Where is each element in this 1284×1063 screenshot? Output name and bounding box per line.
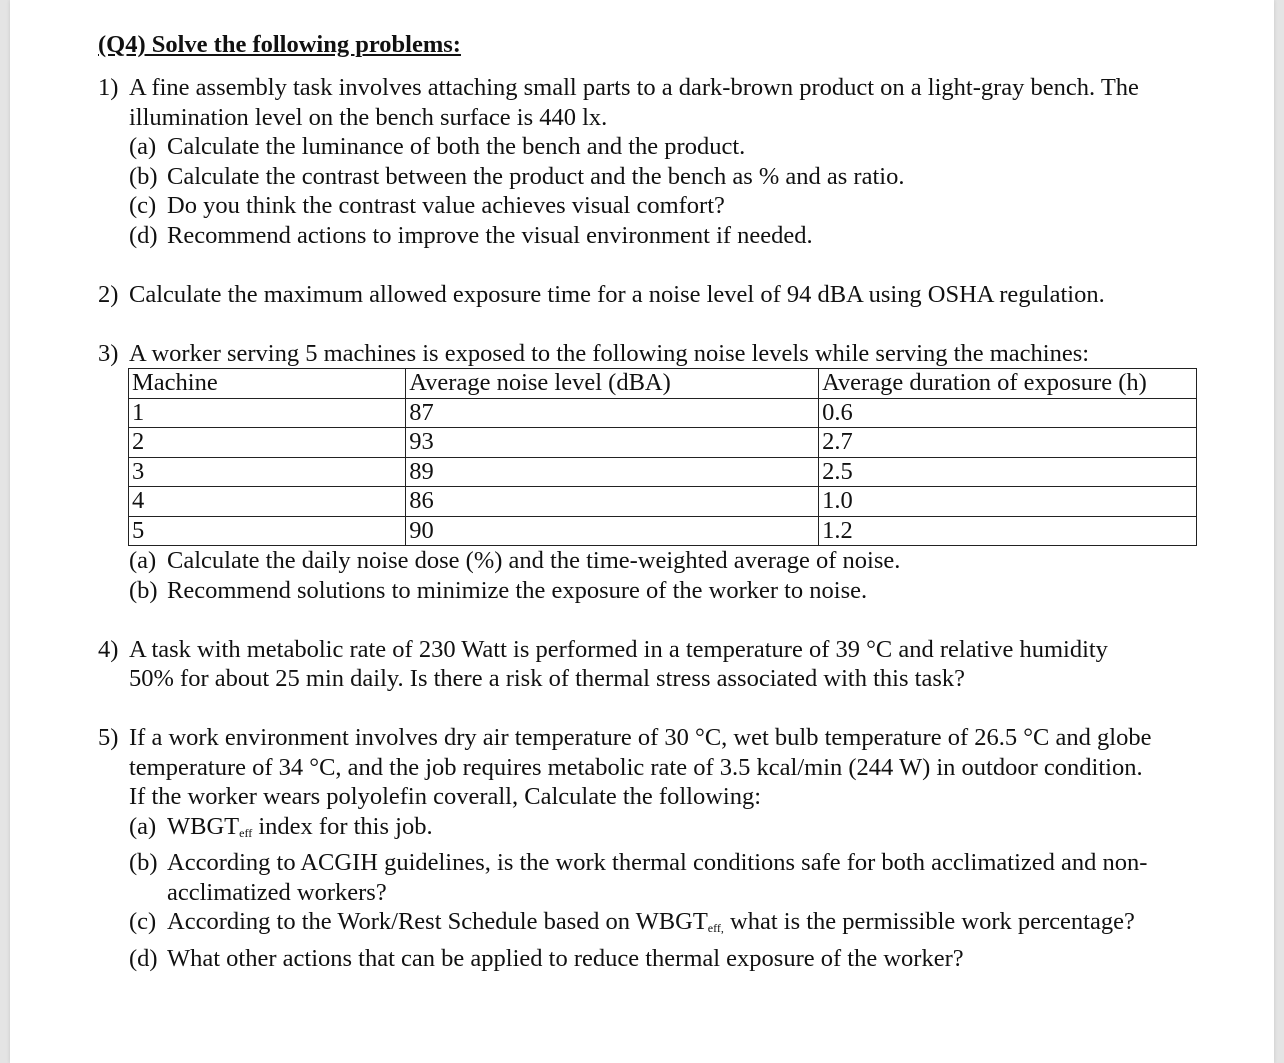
subquestion-a: (a) Calculate the daily noise dose (%) and the time-weighted average of noise.: [129, 547, 901, 574]
question-3: [98, 339, 1228, 369]
table-row: [129, 428, 1197, 458]
subscript: eff: [239, 825, 253, 840]
table-header-row: [129, 369, 1197, 399]
subquestion-c: (c) Do you think the contrast value achieves visual comfort?: [129, 192, 725, 219]
question-number: 5): [98, 724, 119, 751]
subquestion-b: (b) Calculate the contrast between the product and the bench as % and as ratio.: [129, 162, 905, 190]
question-text: A fine assembly task involves attaching small parts to a dark-brown product on a light-gray bench. The: [129, 74, 1139, 101]
question-3-subparts: [98, 546, 1228, 605]
column-header: Average noise level (dBA): [406, 369, 819, 399]
table-cell: 86: [406, 487, 819, 517]
question-5: [98, 723, 1228, 973]
question-text: illumination level on the bench surface is 440 lx.: [129, 103, 608, 131]
question-4: [98, 635, 1228, 694]
subquestion-a: (a) Calculate the luminance of both the bench and the product.: [129, 133, 746, 160]
question-1: [98, 73, 1228, 250]
column-header: Machine: [129, 369, 406, 399]
question-number: 4): [98, 635, 119, 663]
table-cell: 1.0: [819, 487, 1197, 517]
question-text: If a work environment involves dry air temperature of 30 °C, wet bulb temperature of 26.5 °C and globe: [129, 724, 1152, 751]
table-cell: 0.6: [819, 398, 1197, 428]
table-cell: 5: [129, 516, 406, 546]
question-text: A task with metabolic rate of 230 Watt is performed in a temperature of 39 °C and relative humidity: [129, 635, 1108, 663]
question-2: [98, 280, 1228, 310]
table-cell: 93: [406, 428, 819, 458]
question-text: temperature of 34 °C, and the job requires metabolic rate of 3.5 kcal/min (244 W) in outdoor condition.: [129, 753, 1143, 781]
question-sheet: [98, 30, 1228, 973]
subscript: eff,: [707, 921, 724, 935]
question-text: A worker serving 5 machines is exposed to the following noise levels while serving the machines:: [129, 339, 1090, 367]
table-cell: 2.7: [819, 428, 1197, 458]
subquestion-b: (b) Recommend solutions to minimize the exposure of the worker to noise.: [129, 576, 868, 604]
noise-exposure-table: [128, 368, 1197, 546]
table-cell: 3: [129, 457, 406, 487]
table-cell: 2: [129, 428, 406, 458]
question-text: Calculate the maximum allowed exposure time for a noise level of 94 dBA using OSHA regulation.: [129, 280, 1105, 308]
table-row: [129, 516, 1197, 546]
table-cell: 89: [406, 457, 819, 487]
table-row: [129, 487, 1197, 517]
section-heading: (Q4) Solve the following problems:: [98, 31, 461, 58]
table-cell: 4: [129, 487, 406, 517]
table-cell: 2.5: [819, 457, 1197, 487]
table-cell: 90: [406, 516, 819, 546]
question-number: 2): [98, 280, 119, 308]
document-page: [10, 0, 1274, 1063]
table-cell: 1.2: [819, 516, 1197, 546]
subquestion-c: (c) According to the Work/Rest Schedule based on $WBGT_{eff,}$ what is the permissible work percentage?: [129, 908, 1135, 935]
column-header: Average duration of exposure (h): [819, 369, 1197, 399]
question-text: If the worker wears polyolefin coverall, Calculate the following:: [129, 783, 762, 810]
subquestion-b: (b) According to ACGIH guidelines, is the work thermal conditions safe for both acclimatized and non- acclimatized workers?: [129, 849, 1148, 906]
table-row: [129, 457, 1197, 487]
question-text: 50% for about 25 min daily. Is there a risk of thermal stress associated with this task?: [129, 665, 965, 692]
table-cell: 1: [129, 398, 406, 428]
subquestion-d: (d) What other actions that can be applied to reduce thermal exposure of the worker?: [129, 944, 964, 972]
question-number: 3): [98, 339, 119, 367]
question-number: 1): [98, 74, 119, 101]
subquestion-a: (a) $WBGT_{eff}$ index for this job.: [129, 812, 433, 840]
table-row: [129, 398, 1197, 428]
subquestion-d: (d) Recommend actions to improve the visual environment if needed.: [129, 221, 813, 249]
table-cell: 87: [406, 398, 819, 428]
